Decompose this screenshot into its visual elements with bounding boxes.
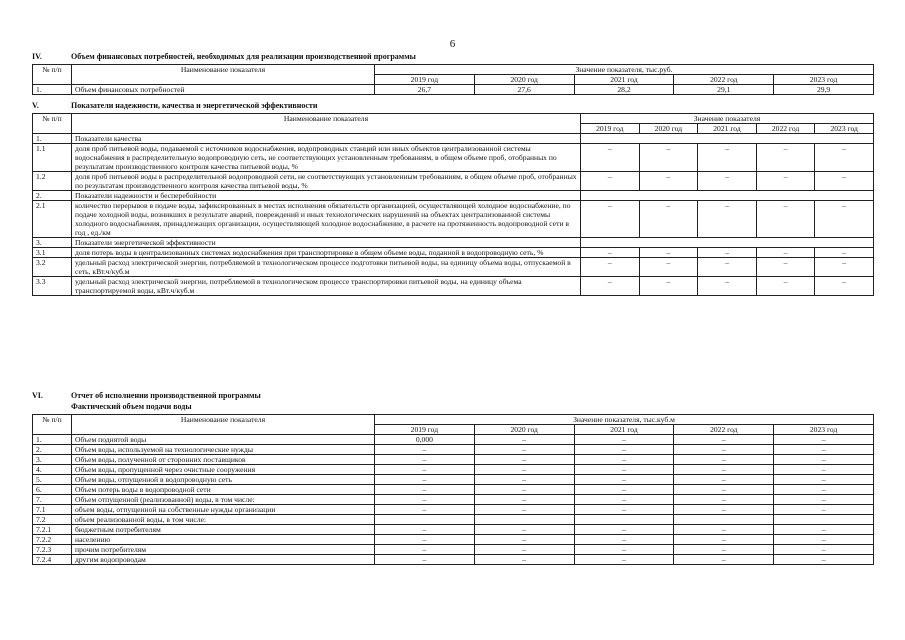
value-cell: – — [774, 445, 874, 455]
year-header: 2019 год — [375, 75, 475, 85]
page-number: 6 — [449, 38, 456, 50]
value-cell: 26,7 — [375, 85, 475, 95]
value-cell — [375, 515, 475, 525]
value-cell: – — [375, 545, 475, 555]
value-cell — [774, 515, 874, 525]
row-number: 1.2 — [33, 172, 72, 191]
value-cell: – — [375, 535, 475, 545]
value-cell: – — [774, 555, 874, 565]
table-row — [33, 258, 874, 277]
table-row — [33, 505, 874, 515]
value-cell: – — [756, 172, 815, 191]
value-cell: – — [698, 201, 757, 238]
row-number: 1.1 — [33, 144, 72, 172]
reliability-indicators-table — [32, 113, 874, 296]
table-row — [33, 191, 874, 201]
value-cell: – — [574, 435, 674, 445]
year-header: 2020 год — [474, 75, 574, 85]
value-cell: – — [815, 172, 874, 191]
value-cell: – — [574, 455, 674, 465]
value-cell: – — [815, 248, 874, 258]
table-row — [33, 172, 874, 191]
value-cell — [474, 515, 574, 525]
year-header: 2021 год — [698, 124, 757, 134]
value-cell: – — [375, 485, 475, 495]
value-cell: – — [639, 144, 698, 172]
year-header: 2019 год — [581, 124, 640, 134]
table-row — [33, 445, 874, 455]
value-cell: – — [774, 535, 874, 545]
row-name: Объем отпущенной (реализованной) воды, в том числе: — [72, 495, 375, 505]
row-name: объем реализованной воды, в том числе: — [72, 515, 375, 525]
table-row — [33, 495, 874, 505]
value-cell: 29,9 — [774, 85, 874, 95]
value-cell: – — [774, 495, 874, 505]
row-name: доля проб питьевой воды в распределительной водопроводной сети, не соответствующих установленным требованиям, в общем объеме проб, отобранных по результатам производственного контроля качества питьевой воды, % — [72, 172, 581, 191]
value-cell: – — [581, 277, 640, 296]
row-number: 7.2.4 — [33, 555, 72, 565]
value-cell: – — [474, 545, 574, 555]
row-name: доля потерь воды в централизованных системах водоснабжения при транспортировке в общем объеме воды, поданной в водопроводную сеть, % — [72, 248, 581, 258]
column-header-name: Наименование показателя — [72, 65, 375, 85]
row-number: 4. — [33, 465, 72, 475]
table-row — [33, 144, 874, 172]
value-cell: – — [674, 435, 774, 445]
value-cell: – — [474, 485, 574, 495]
value-cell: – — [674, 545, 774, 555]
row-number: 3.3 — [33, 277, 72, 296]
row-number: 3.2 — [33, 258, 72, 277]
value-cell: – — [581, 144, 640, 172]
value-cell: 29,1 — [674, 85, 774, 95]
row-name: удельный расход электрической энергии, потребляемой в технологическом процессе транспортировки питьевой воды, на единицу объема транспортируемой воды, кВт.ч/куб.м — [72, 277, 581, 296]
column-header-number: № п/п — [33, 114, 72, 134]
row-number: 2.1 — [33, 201, 72, 238]
column-header-value: Значение показателя, тыс.руб. — [375, 65, 874, 75]
value-cell — [574, 515, 674, 525]
year-header: 2020 год — [474, 425, 574, 435]
table-row — [33, 535, 874, 545]
row-number: 7. — [33, 495, 72, 505]
year-header: 2020 год — [639, 124, 698, 134]
year-header: 2023 год — [815, 124, 874, 134]
value-cell: – — [375, 475, 475, 485]
value-cell: – — [375, 555, 475, 565]
value-cell: – — [581, 248, 640, 258]
row-number: 6. — [33, 485, 72, 495]
row-number: 7.2.1 — [33, 525, 72, 535]
row-name: населению — [72, 535, 375, 545]
value-cell: – — [574, 495, 674, 505]
value-cell: – — [474, 495, 574, 505]
value-cell: – — [474, 505, 574, 515]
value-cell: – — [474, 435, 574, 445]
year-header: 2021 год — [574, 75, 674, 85]
value-cell: – — [815, 144, 874, 172]
value-cell: – — [574, 465, 674, 475]
column-header-name: Наименование показателя — [72, 114, 581, 134]
section-5-title: Показатели надежности, качества и энергетической эффективности — [71, 101, 318, 110]
value-cell: – — [639, 172, 698, 191]
section-4-number: IV. — [32, 52, 42, 61]
row-name: другим водопроводам — [72, 555, 375, 565]
table-row — [33, 465, 874, 475]
value-cell: – — [639, 248, 698, 258]
table-row — [33, 85, 874, 95]
value-cell: – — [581, 172, 640, 191]
row-name: Показатели энергетической эффективности — [72, 238, 581, 248]
table-row — [33, 238, 874, 248]
value-cell: – — [698, 172, 757, 191]
row-name: Объем потерь воды в водопроводной сети — [72, 485, 375, 495]
section-5-number: V. — [32, 101, 39, 110]
value-cell: – — [674, 465, 774, 475]
section-6-title: Отчет об исполнении производственной программы — [71, 391, 261, 400]
value-cell: – — [474, 555, 574, 565]
value-cell: – — [815, 277, 874, 296]
value-cell: 27,6 — [474, 85, 574, 95]
row-number: 3. — [33, 238, 72, 248]
row-name: количество перерывов в подаче воды, зафиксированных в местах исполнения обязательств организацией, осуществляющей холодное водоснабжение, по подаче холодной воды, возникших в результате аварий, повреждений и иных технологических нарушений на объектах централизованной системы холодного водоснабжения, принадлежащих организации, осуществляющей холодное водоснабжение, в расчете на протяженность водопроводной сети в год , ед./км — [72, 201, 581, 238]
column-header-name: Наименование показателя — [72, 415, 375, 435]
table-row — [33, 475, 874, 485]
value-cell: – — [756, 248, 815, 258]
value-cell: 0,000 — [375, 435, 475, 445]
value-cell: – — [774, 545, 874, 555]
row-number: 1. — [33, 85, 72, 95]
year-header: 2023 год — [774, 75, 874, 85]
value-cell: – — [815, 258, 874, 277]
value-cell: – — [474, 445, 574, 455]
value-cell: – — [474, 525, 574, 535]
year-header: 2022 год — [674, 75, 774, 85]
table-row — [33, 277, 874, 296]
row-name: доля проб питьевой воды, подаваемой с источников водоснабжения, водопроводных станций или иных объектов централизованной системы водоснабжения в распределительную водопроводную сеть, не соответствующих установленным требованиям, в общем объеме проб, отобранных по результатам производственного контроля качества питьевой воды, % — [72, 144, 581, 172]
section-6-heading — [32, 391, 874, 401]
value-cell: – — [774, 505, 874, 515]
year-header: 2022 год — [756, 124, 815, 134]
row-name: Объем воды, полученной от сторонних поставщиков — [72, 455, 375, 465]
column-header-number: № п/п — [33, 65, 72, 85]
row-number: 3. — [33, 455, 72, 465]
section-4-title: Объем финансовых потребностей, необходимых для реализации производственной программы — [71, 52, 416, 61]
value-cell: – — [375, 445, 475, 455]
value-cell: – — [674, 535, 774, 545]
table-row — [33, 515, 874, 525]
value-cell: – — [574, 485, 674, 495]
value-cell: – — [574, 535, 674, 545]
row-name: Показатели надежности и бесперебойности — [72, 191, 581, 201]
value-cell: – — [774, 455, 874, 465]
table-row — [33, 455, 874, 465]
section-6-subtitle: Фактический объем подачи воды — [71, 402, 192, 411]
row-number: 7.1 — [33, 505, 72, 515]
value-cell: – — [474, 465, 574, 475]
row-number: 1. — [33, 134, 72, 144]
row-name: бюджетным потребителям — [72, 525, 375, 535]
value-cell: – — [574, 525, 674, 535]
value-cell: – — [774, 465, 874, 475]
row-name: объем воды, отпущенной на собственные нужды организации — [72, 505, 375, 515]
empty-value-cell — [581, 134, 874, 144]
row-name: Показатели качества — [72, 134, 581, 144]
row-number: 2. — [33, 191, 72, 201]
row-number: 3.1 — [33, 248, 72, 258]
value-cell: – — [674, 475, 774, 485]
row-name: Объем воды, используемой на технологические нужды — [72, 445, 375, 455]
header-row — [33, 114, 874, 124]
value-cell — [674, 515, 774, 525]
row-name: удельный расход электрической энергии, потребляемой в технологическом процессе подготовки питьевой воды, на единицу объема воды, отпускаемой в сеть, кВт.ч/куб.м — [72, 258, 581, 277]
value-cell: – — [375, 525, 475, 535]
value-cell: – — [581, 258, 640, 277]
row-number: 5. — [33, 475, 72, 485]
section-6-number: VI. — [32, 391, 43, 400]
row-number: 2. — [33, 445, 72, 455]
value-cell: – — [674, 445, 774, 455]
header-row — [33, 415, 874, 425]
value-cell: – — [639, 201, 698, 238]
value-cell: 28,2 — [574, 85, 674, 95]
value-cell: – — [375, 495, 475, 505]
column-header-value: Значение показателя — [581, 114, 874, 124]
table-row — [33, 545, 874, 555]
header-row — [33, 65, 874, 75]
value-cell: – — [756, 201, 815, 238]
value-cell: – — [375, 455, 475, 465]
column-header-value: Значение показателя, тыс.куб.м — [375, 415, 874, 425]
value-cell: – — [698, 144, 757, 172]
value-cell: – — [698, 248, 757, 258]
empty-value-cell — [581, 238, 874, 248]
column-header-number: № п/п — [33, 415, 72, 435]
value-cell: – — [674, 485, 774, 495]
value-cell: – — [698, 277, 757, 296]
value-cell: – — [375, 465, 475, 475]
value-cell: – — [474, 475, 574, 485]
value-cell: – — [774, 475, 874, 485]
row-name: Объем финансовых потребностей — [72, 85, 375, 95]
financial-needs-table — [32, 64, 874, 95]
section-4-heading — [32, 52, 874, 62]
value-cell: – — [474, 535, 574, 545]
value-cell: – — [674, 555, 774, 565]
row-number: 7.2.2 — [33, 535, 72, 545]
empty-value-cell — [581, 191, 874, 201]
year-header: 2021 год — [574, 425, 674, 435]
value-cell: – — [774, 525, 874, 535]
table-row — [33, 435, 874, 445]
value-cell: – — [639, 258, 698, 277]
table-row — [33, 555, 874, 565]
row-number: 7.2 — [33, 515, 72, 525]
row-name: Объем воды, пропущенной через очистные сооружения — [72, 465, 375, 475]
value-cell: – — [574, 505, 674, 515]
value-cell: – — [756, 277, 815, 296]
row-name: Объем воды, отпущенной в водопроводную сеть — [72, 475, 375, 485]
table-row — [33, 134, 874, 144]
value-cell: – — [774, 485, 874, 495]
section-5-heading — [32, 101, 874, 111]
value-cell: – — [815, 201, 874, 238]
value-cell: – — [674, 455, 774, 465]
table-row — [33, 525, 874, 535]
value-cell: – — [574, 545, 674, 555]
row-name: Объем поднятой воды — [72, 435, 375, 445]
value-cell: – — [639, 277, 698, 296]
table-row — [33, 248, 874, 258]
year-header: 2023 год — [774, 425, 874, 435]
water-supply-report-table — [32, 414, 874, 565]
row-number: 1. — [33, 435, 72, 445]
value-cell: – — [581, 201, 640, 238]
value-cell: – — [674, 525, 774, 535]
value-cell: – — [574, 555, 674, 565]
row-name: прочим потребителям — [72, 545, 375, 555]
value-cell: – — [698, 258, 757, 277]
year-header: 2019 год — [375, 425, 475, 435]
value-cell: – — [674, 505, 774, 515]
year-header: 2022 год — [674, 425, 774, 435]
value-cell: – — [574, 475, 674, 485]
value-cell: – — [474, 455, 574, 465]
table-row — [33, 485, 874, 495]
value-cell: – — [756, 144, 815, 172]
value-cell: – — [574, 445, 674, 455]
table-row — [33, 201, 874, 238]
value-cell: – — [756, 258, 815, 277]
value-cell: – — [674, 495, 774, 505]
value-cell: – — [375, 505, 475, 515]
value-cell: – — [774, 435, 874, 445]
row-number: 7.2.3 — [33, 545, 72, 555]
